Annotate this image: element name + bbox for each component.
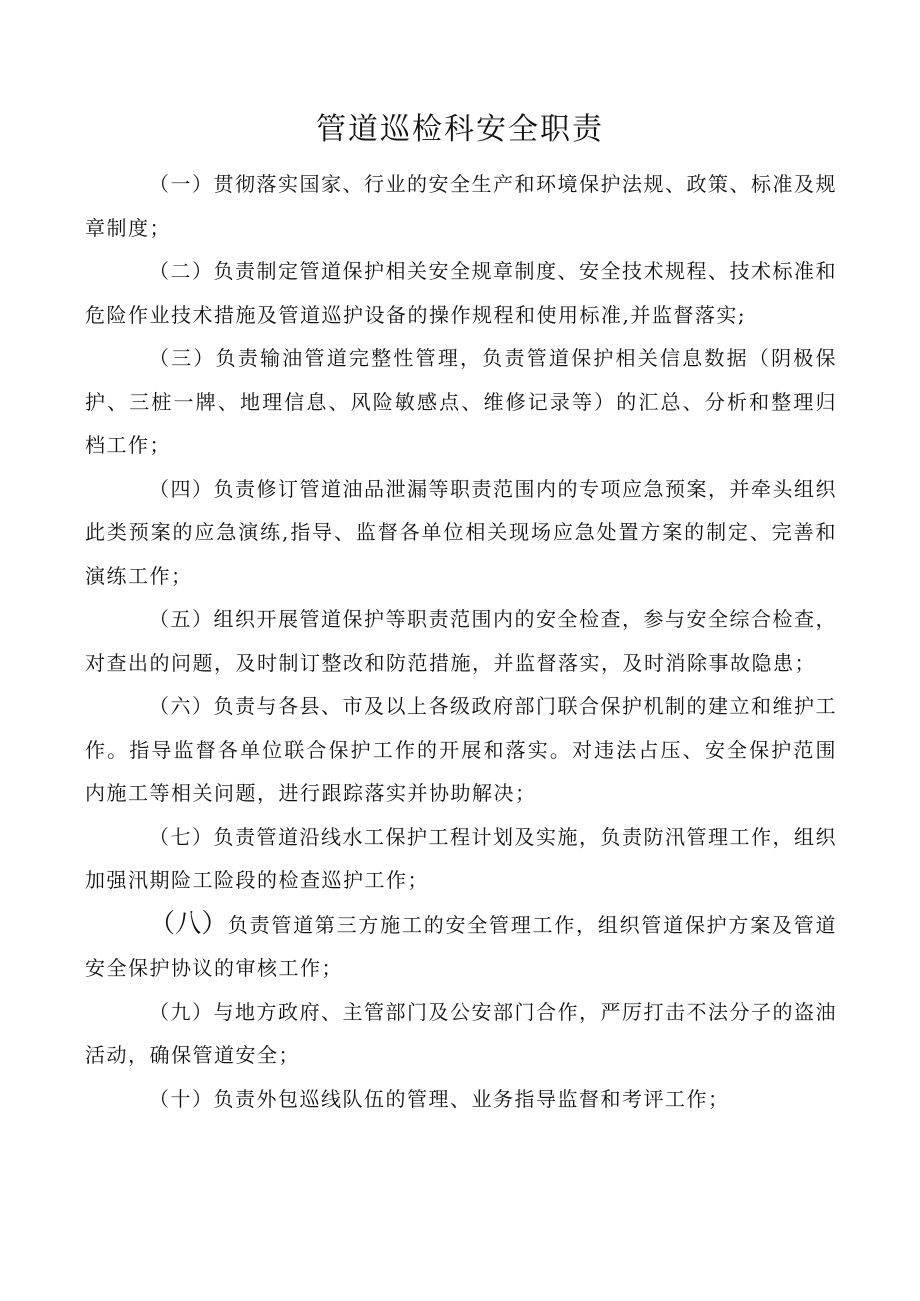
item-number: （九）	[149, 999, 214, 1024]
item-number: （十）	[149, 1086, 214, 1111]
item-number: （七）	[149, 824, 214, 849]
document-body	[85, 163, 837, 1121]
duty-item-1	[85, 163, 837, 250]
item-text: 负责制定管道保护相关安全规章制度、安全技术规程、技术标准和危险作业技术措施及管道巡护设备的操作规程和使用标准,并监督落实;	[85, 259, 837, 327]
duty-item-10	[85, 1078, 837, 1122]
duty-item-5	[85, 598, 837, 685]
duty-item-4	[85, 468, 837, 599]
item-text: 负责管道沿线水工保护工程计划及实施，负责防汛管理工作，组织加强汛期险工险段的检查巡护工作；	[85, 824, 837, 892]
item-text: 负责外包巡线队伍的管理、业务指导监督和考评工作；	[213, 1086, 730, 1111]
duty-item-3	[85, 337, 837, 468]
item-text: 与地方政府、主管部门及公安部门合作，严厉打击不法分子的盗油活动，确保管道安全；	[85, 999, 837, 1067]
item-number: （六）	[149, 694, 214, 718]
document-title: 管道巡检科安全职责	[316, 112, 604, 147]
duty-item-6	[85, 685, 837, 816]
item-text: 组织开展管道保护等职责范围内的安全检查，参与安全综合检查，对查出的问题，及时制订整改和防范措施，并监督落实，及时消除事故隐患；	[85, 607, 837, 675]
item-text: 负责管道第三方施工的安全管理工作，组织管道保护方案及管道安全保护协议的审核工作；	[85, 912, 837, 980]
duty-item-7	[85, 816, 837, 903]
item-text: 负责输油管道完整性管理，负责管道保护相关信息数据（阴极保护、三桩一牌、地理信息、风险敏感点、维修记录等）的汇总、分析和整理归档工作；	[85, 346, 838, 457]
duty-item-9	[85, 991, 837, 1078]
item-number: （四）	[149, 476, 214, 501]
item-number: （八）	[149, 908, 228, 939]
item-number: （三）	[149, 346, 216, 370]
item-text: 负责修订管道油品泄漏等职责范围内的专项应急预案，并牵头组织此类预案的应急演练,指导、监督各单位相关现场应急处置方案的制定、完善和演练工作；	[85, 476, 837, 588]
item-number: （一）	[149, 172, 214, 196]
item-number: （五）	[149, 607, 214, 631]
item-text: 贯彻落实国家、行业的安全生产和环境保护法规、政策、标准及规章制度；	[85, 172, 837, 240]
item-text: 负责与各县、市及以上各级政府部门联合保护机制的建立和维护工作。指导监督各单位联合保护工作的开展和落实。对违法占压、安全保护范围内施工等相关问题，进行跟踪落实并协助解决；	[85, 694, 837, 805]
duty-item-2	[85, 250, 837, 337]
duty-item-8	[85, 903, 837, 991]
item-number: （二）	[149, 259, 214, 283]
